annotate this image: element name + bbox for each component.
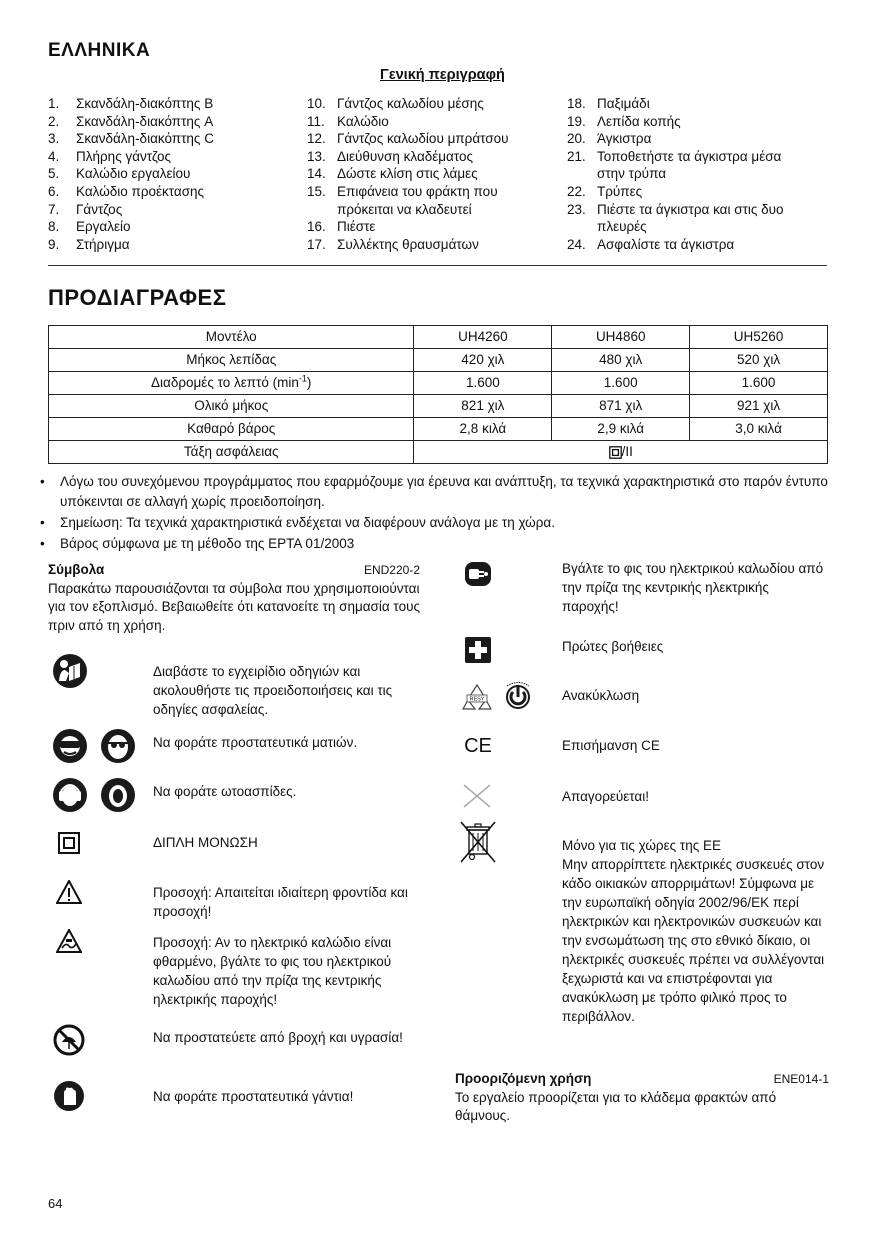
symbols-intro: Παρακάτω παρουσιάζονται τα σύμβολα που χρησιμοποιούνται για τον εξοπλισμό. Βεβαιωθείτε ότι κατανοείτε τη σημασία τους πριν από τη χρήση. [48,580,420,633]
double-insulation-icon [609,446,622,459]
list-item [567,165,829,183]
list-item [48,95,298,113]
item-label: Άγκιστρα [597,131,652,147]
specifications-table [48,325,828,464]
item-label: Καλώδιο εργαλείου [76,166,191,182]
item-number: 13. [307,148,326,164]
face-shield-icon [100,728,136,769]
spec-label: Μήκος λεπίδας [49,349,414,372]
item-label: Δώστε κλίση στις λάμες [337,166,478,182]
language-heading: ΕΛΛΗΝΙΚΑ [48,40,151,61]
item-number: 19. [567,113,586,129]
item-number: 23. [567,201,586,217]
list-item [567,95,829,113]
list-item [307,183,562,201]
symbol-description: Βγάλτε το φις του ηλεκτρικού καλωδίου από την πρίζα της κεντρικής ηλεκτρικής παροχής! [562,561,824,614]
item-label: Σκανδάλη-διακόπτης C [76,131,214,147]
parts-list-column-1 [48,95,298,253]
spec-label: Τάξη ασφάλειας [49,441,414,464]
list-item [48,165,298,183]
symbol-description: Προσοχή: Απαιτείται ιδιαίτερη φροντίδα και προσοχή! [153,885,408,919]
item-number: 4. [48,148,60,164]
table-row [49,441,828,464]
symbol-description: Μόνο για τις χώρες της ΕΕ Μην απορρίπτετε ηλεκτρικές συσκευές στον κάδο οικιακών απορριμάτων! Σύμφωνα με την ευρωπαϊκή οδηγία 2002/96/ΕΚ περί ηλεκτρικών και ηλεκτρονικών συσκευών και την ενσωμάτωση της στο εθνικό δίκαιο, οι ηλεκτρικές συσκευές πρέπει να συλλέγονται ξεχωριστά και να επιστρέφονται για ανακύκλωση με τρόπο φιλικό προς το περιβάλλον. [562,838,825,1024]
specifications-heading: ΠΡΟΔΙΑΓΡΑΦΕΣ [48,285,227,310]
ear-protection-icon [52,777,88,818]
spec-value: 1.600 [552,372,690,395]
spec-value: 921 χιλ [690,395,828,418]
list-item [48,148,298,166]
symbol-description: ΔΙΠΛΗ ΜΟΝΩΣΗ [153,835,258,850]
item-number: 8. [48,219,60,235]
list-item [567,148,829,166]
item-label: Καλώδιο προέκτασης [76,183,205,199]
item-number [567,218,597,236]
svg-text:RESY: RESY [469,696,485,703]
item-label: στην τρύπα [597,166,666,182]
symbol-description: Προσοχή: Αν το ηλεκτρικό καλώδιο είναι φθαρμένο, βγάλτε το φις του ηλεκτρικού καλωδίου από την πρίζα της κεντρικής ηλεκτρικής παροχής! [153,935,392,1007]
item-label: Καλώδιο [337,113,389,129]
gloves-icon [53,1080,85,1117]
svg-text:CE: CE [464,735,492,757]
list-item [567,183,829,201]
spec-label: Ολικό μήκος [49,395,414,418]
item-label: Συλλέκτης θραυσμάτων [337,236,479,252]
spec-value: 871 χιλ [552,395,690,418]
item-number: 14. [307,166,326,182]
spec-label: Καθαρό βάρος [49,418,414,441]
list-item [48,218,298,236]
spec-value: 2,8 κιλά [414,418,552,441]
item-label: Σκανδάλη-διακόπτης B [76,96,214,111]
list-item [307,218,562,236]
spec-value: 480 χιλ [552,349,690,372]
item-label: Γάντζος καλωδίου μέσης [337,96,484,111]
list-item [567,130,829,148]
item-label: πλευρές [597,219,647,235]
list-item [48,236,298,254]
item-number: 21. [567,148,586,164]
damaged-cord-icon [56,929,82,958]
list-item [48,113,298,131]
weee-bin-icon [458,820,498,869]
model-name: UH4260 [414,326,552,349]
intended-use-code: ENE014-1 [773,1072,829,1086]
item-number: 1. [48,96,60,111]
list-item [48,130,298,148]
list-item [307,201,562,219]
spec-value: 2,9 κιλά [552,418,690,441]
list-item: • Σημείωση: Τα τεχνικά χαρακτηριστικά ενδέχεται να διαφέρουν ανάλογα με τη χώρα. [40,515,555,530]
item-label: Πιέστε [337,219,376,235]
eye-protection-icon [52,728,88,769]
item-label: Στήριγμα [76,236,130,252]
item-label: Γάντζος καλωδίου μπράτσου [337,131,509,147]
item-number: 9. [48,236,60,252]
list-item [307,113,562,131]
table-row [49,372,828,395]
list-item [567,236,829,254]
symbols-code: END220-2 [363,563,420,577]
item-label: Διεύθυνση κλαδέματος [337,148,474,164]
spec-value: 1.600 [690,372,828,395]
symbol-description: Να φοράτε ωτοασπίδες. [153,784,297,799]
unplug-icon [464,561,492,592]
table-header-row [49,326,828,349]
spec-value: 520 χιλ [690,349,828,372]
item-number [307,201,337,219]
list-item [48,183,298,201]
item-number: 2. [48,113,60,129]
first-aid-icon [465,637,491,668]
list-item [307,165,562,183]
list-item [307,236,562,254]
section-divider [48,265,827,266]
parts-list-column-2 [307,95,562,253]
intended-use-text: Το εργαλείο προορίζεται για το κλάδεμα φρακτών από θάμνους. [455,1089,777,1123]
read-manual-icon [52,653,88,694]
prohibited-icon [462,783,492,814]
intended-use-title: Προοριζόμενη χρήση [455,1071,592,1086]
item-number: 11. [307,113,325,129]
item-label: Επιφάνεια του φράκτη που [337,183,498,199]
item-number [567,165,597,183]
page-number: 64 [48,1196,63,1211]
double-insulation-icon [58,832,80,859]
model-name: UH4860 [552,326,690,349]
table-row [49,418,828,441]
item-number: 10. [307,96,326,111]
general-description-title: Γενική περιγραφή [380,67,505,83]
item-label: Γάντζος [76,201,123,217]
parts-list-column-3 [567,95,829,253]
warning-icon [56,880,82,909]
table-row [49,349,828,372]
list-item: • Λόγω του συνεχόμενου προγράμματος που εφαρμόζουμε για έρευνα και ανάπτυξη, τα τεχνικά χαρακτηριστικά στο παρόν έντυπο υπόκεινται σε αλλαγή χωρίς προειδοποίηση. [40,474,828,509]
spec-value: 821 χιλ [414,395,552,418]
symbols-section [48,561,420,635]
item-number: 7. [48,201,60,217]
item-label: Τοποθετήστε τα άγκιστρα μέσα [597,148,782,164]
item-label: πρόκειται να κλαδευτεί [337,201,472,217]
item-label: Πιέστε τα άγκιστρα και στις δυο [597,201,784,217]
spec-value: 420 χιλ [414,349,552,372]
item-number: 20. [567,131,586,147]
symbol-description: Να φοράτε προστατευτικά ματιών. [153,735,358,750]
table-row [49,395,828,418]
spec-value: 1.600 [414,372,552,395]
item-number: 15. [307,183,326,199]
item-label: Τρύπες [597,183,643,199]
symbol-description: Απαγορεύεται! [562,789,649,804]
model-label: Μοντέλο [49,326,414,349]
spec-value: 3,0 κιλά [690,418,828,441]
item-number: 6. [48,183,60,199]
item-number: 17. [307,236,326,252]
ce-mark-icon [461,733,495,762]
list-item [48,201,298,219]
green-dot-icon [501,680,535,717]
item-label: Εργαλείο [76,219,131,235]
spec-label: Διαδρομές το λεπτό $(\min^{-1})$ [49,372,414,395]
symbol-description: Επισήμανση CE [562,738,660,753]
earmuff-icon [100,777,136,818]
no-rain-icon [53,1024,85,1061]
symbol-description: Πρώτες βοήθειες [562,639,664,654]
model-name: UH5260 [690,326,828,349]
item-number: 16. [307,219,326,235]
intended-use-section [455,1070,829,1126]
list-item [307,95,562,113]
item-number: 18. [567,96,586,111]
symbol-description: Να προστατεύετε από βροχή και υγρασία! [153,1030,403,1045]
symbol-description: Να φοράτε προστατευτικά γάντια! [153,1089,354,1104]
symbol-description: Ανακύκλωση [562,688,640,703]
list-item [307,148,562,166]
item-label: Σκανδάλη-διακόπτης A [76,113,214,129]
item-label: Λεπίδα κοπής [597,113,681,129]
list-item [567,218,829,236]
list-item [307,130,562,148]
item-label: Παξιμάδι [597,96,650,111]
item-number: 24. [567,236,586,252]
symbols-title: Σύμβολα [48,562,105,577]
item-number: 5. [48,166,60,182]
item-label: Ασφαλίστε τα άγκιστρα [597,236,735,252]
list-item [567,201,829,219]
recycling-icon [460,682,494,717]
item-number: 3. [48,131,60,147]
list-item [567,113,829,131]
spec-notes [40,472,830,554]
symbol-description: Διαβάστε το εγχειρίδιο οδηγιών και ακολουθήστε τις προειδοποιήσεις και τις οδηγίες ασφαλείας. [153,664,393,717]
item-number: 12. [307,131,326,147]
item-label: Πλήρης γάντζος [76,148,171,164]
list-item: • Βάρος σύμφωνα με τη μέθοδο της EPTA 01/2003 [40,536,355,551]
item-number: 22. [567,183,586,199]
safety-class-value: /II [414,441,828,464]
